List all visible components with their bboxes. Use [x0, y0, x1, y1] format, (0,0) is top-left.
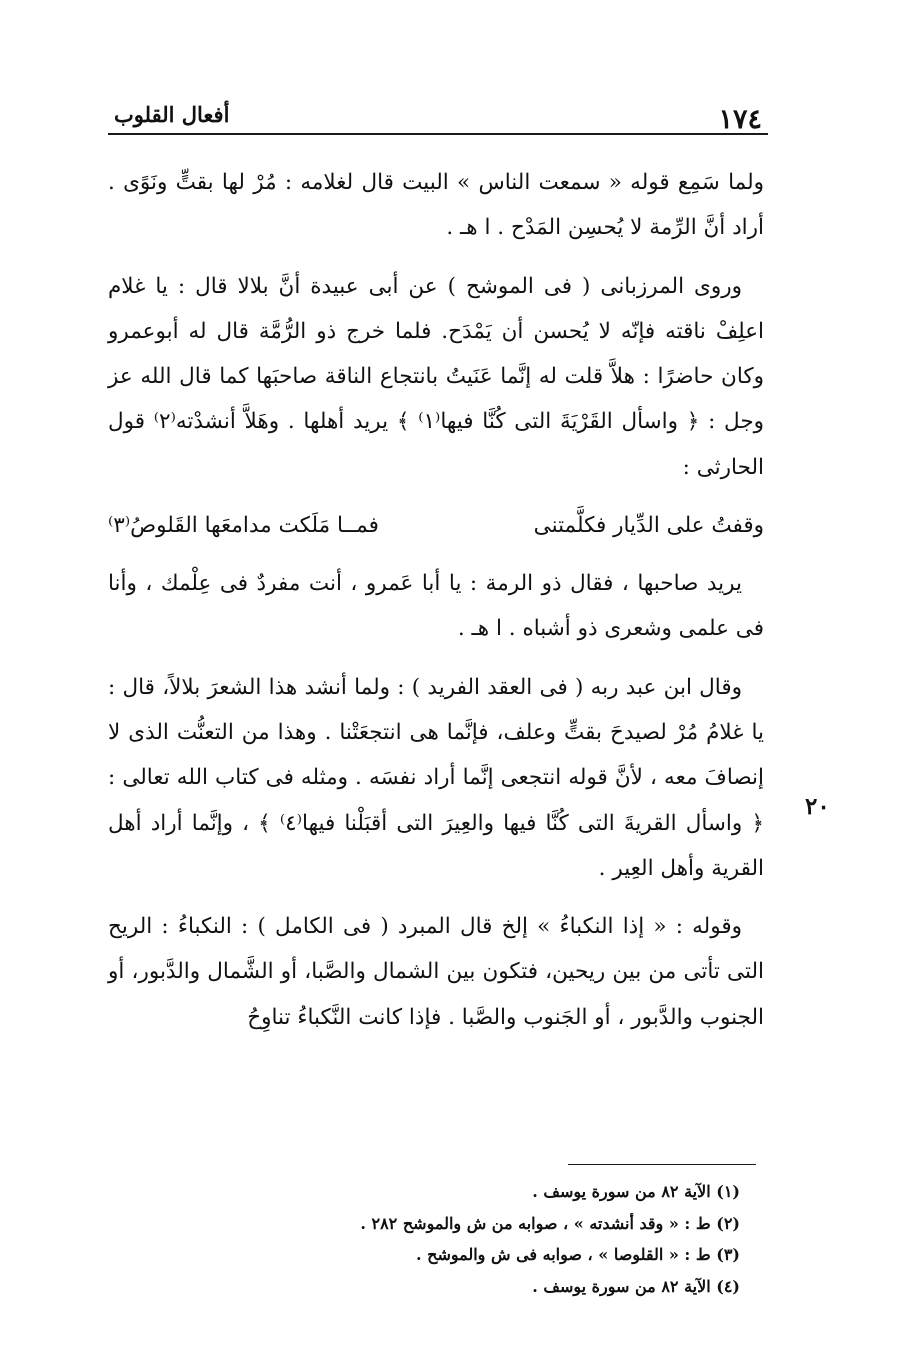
poem-verse: [108, 503, 764, 548]
paragraph-3: يريد صاحبها ، فقال ذو الرمة : يا أبا عَمرو ، أنت مفردٌ فى عِلْمك ، وأنا فى علمى وشعرى ذو أشباه . ا هـ .: [108, 571, 764, 642]
footnote-2: (٢) ط : « وقد أنشدته » ، صوابه من ش والموشح ٢٨٢ .: [360, 1213, 740, 1233]
paragraph-5: وقوله : « إذا النكباءُ » إلخ قال المبرد ( فى الكامل ) : النكباءُ : الريح التى تأتى من بين ريحين، فتكون بين الشمال والصَّبا، أو الشَّمال والدَّبور، أو الجنوب والدَّبور ، أو الجَنوب والصَّبا . فإذا كانت النَّكباءُ تناوِحُ: [108, 914, 764, 1030]
footnote-1: (١) الآية ٨٢ من سورة يوسف .: [532, 1182, 740, 1201]
footnote-rule: [568, 1164, 756, 1165]
body-text: [108, 160, 764, 1053]
paragraph-2: وروى المرزبانى ( فى الموشح ) عن أبى عبيدة أنَّ بلالا قال : يا غلام اعلِفْ ناقته فإنّه لا يُحسن أن يَمْدَح. فلما خرج ذو الرُّمَّة قال له أبوعمرو وكان حاضرًا : هلاَّ قلت له إنَّما عَنَيتُ بانتجاع الناقة صاحبَها كما قال الله عز وجل : ﴿ واسأل القَرْيَةَ التى كُنَّا فيها⁽١⁾ ﴾ يريد أهلها . وهَلاَّ أنشدْته⁽٢⁾ قول الحارثى :: [108, 273, 765, 480]
page-header: [108, 96, 768, 136]
footnote-4: (٤) الآية ٨٢ من سورة يوسف .: [532, 1276, 740, 1296]
paragraph-4: وقال ابن عبد ربه ( فى العقد الفريد ) : ولما أنشد هذا الشعرَ بلالاً، قال : يا غلامُ مُرْ لصيدحَ بقتٍّ وعلف، فإنَّما هى انتجعَتْنا . وهذا من التعنُّت الذى لا إنصافَ معه ، لأنَّ قوله انتجعى إنَّما أراد نفسَه . ومثله فى كتاب الله تعالى : ﴿ واسأل القريةَ التى كُنَّا فيها والعِيرَ التى أقبَلْنا فيها⁽٤⁾ ﴾ ، وإنَّما أراد أهل القرية وأهل العِير .: [108, 674, 764, 881]
paragraph-1: ولما سَمِع قوله « سمعت الناس » البيت قال لغلامه : مُرْ لها بقتٍّ ونَوًى . أراد أنَّ الرِّمة لا يُحسِن المَدْح . ا هـ .: [108, 170, 764, 241]
running-title: أفعال القلوب: [114, 102, 230, 127]
page-number: ١٧٤: [718, 104, 762, 135]
verse-second-hemistich: فمــا مَلَكت مدامعَها القَلوصُ⁽٣⁾: [108, 513, 379, 539]
margin-line-number: ٢٠: [805, 793, 830, 820]
header-rule: [108, 133, 768, 135]
footnotes: [300, 1176, 740, 1302]
verse-first-hemistich: وقفتُ على الدِّيار فكلَّمتنى: [533, 513, 764, 539]
footnote-3: (٣) ط : « القلوصا » ، صوابه فى ش والموشح .: [415, 1245, 740, 1264]
